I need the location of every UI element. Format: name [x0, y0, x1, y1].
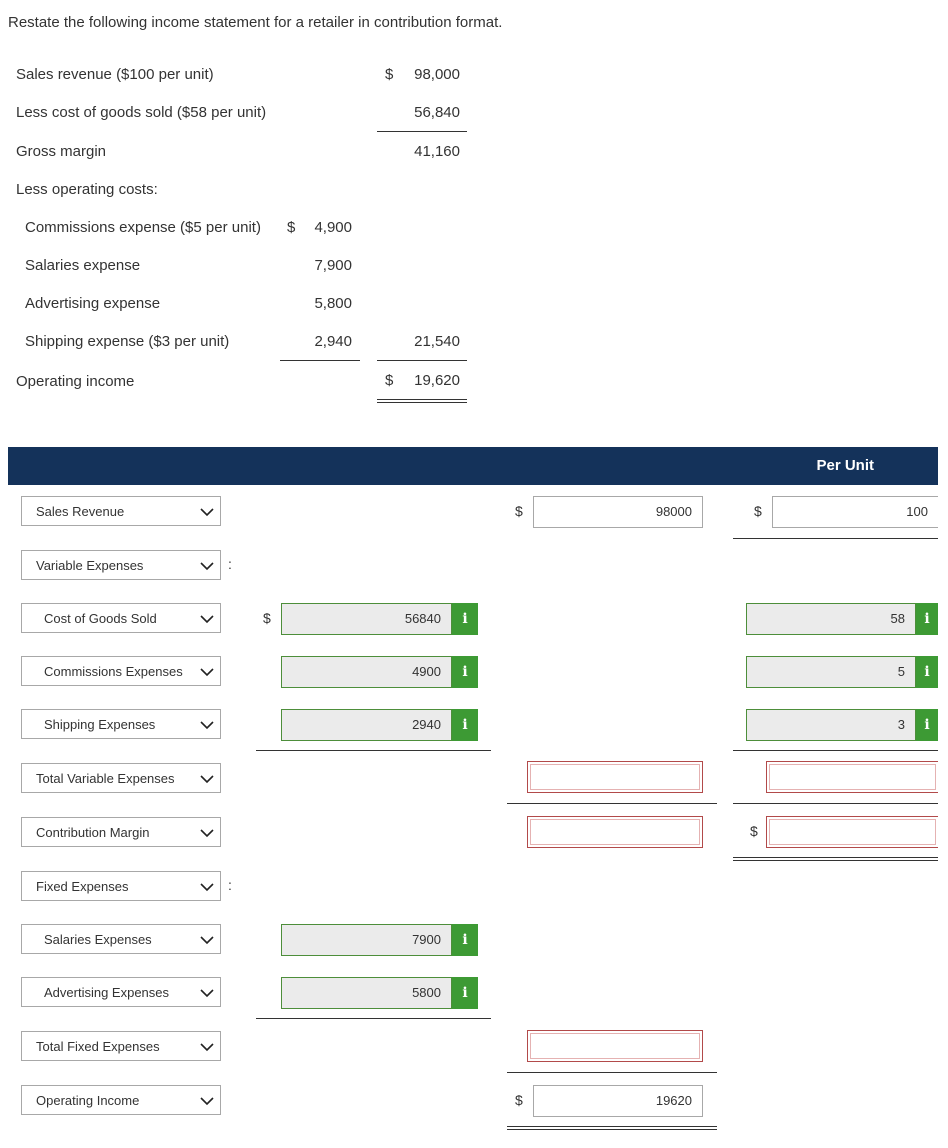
- contribution-margin-dropdown[interactable]: [21, 817, 221, 847]
- chevron-down-icon: [200, 612, 214, 626]
- shipping-per-unit-input[interactable]: 3: [746, 709, 916, 741]
- dropdown-label: Total Variable Expenses: [36, 771, 175, 786]
- instructions: Restate the following income statement for a retailer in contribution format.: [8, 14, 503, 31]
- sales-dollar: $: [385, 66, 394, 83]
- dropdown-label: Shipping Expenses: [44, 717, 156, 732]
- dropdown-label: Cost of Goods Sold: [44, 611, 157, 626]
- fixed-amount-underline: [256, 1018, 491, 1019]
- total-fixed-input[interactable]: [527, 1030, 703, 1062]
- dropdown-label: Variable Expenses: [36, 558, 144, 573]
- info-icon[interactable]: i: [916, 656, 938, 688]
- operating-costs-underline: [377, 360, 467, 361]
- gross-margin-value: 41,160: [414, 143, 460, 160]
- contribution-margin-per-unit-input[interactable]: [766, 816, 938, 848]
- shipping-dropdown[interactable]: [21, 709, 221, 739]
- operating-income-dropdown[interactable]: [21, 1085, 221, 1115]
- dropdown-label: Commissions Expenses: [44, 664, 183, 679]
- cogs-amount-input[interactable]: 56840: [281, 603, 452, 635]
- operating-income-double-rule-bottom: [377, 402, 467, 403]
- dollar-sign: $: [263, 610, 271, 626]
- dropdown-label: Advertising Expenses: [44, 985, 170, 1000]
- sales-revenue-dropdown[interactable]: [21, 496, 221, 526]
- sales-revenue-per-unit-input[interactable]: 100: [772, 496, 938, 528]
- shipping-value: 2,940: [314, 333, 352, 350]
- cogs-dropdown[interactable]: [21, 603, 221, 633]
- chevron-down-icon: [200, 665, 214, 679]
- commissions-dropdown[interactable]: [21, 656, 221, 686]
- dollar-sign: $: [515, 1092, 523, 1108]
- gross-margin-label: Gross margin: [16, 143, 107, 160]
- salaries-amount-input[interactable]: 7900: [281, 924, 452, 956]
- info-icon[interactable]: i: [452, 603, 478, 635]
- cogs-value: 56,840: [414, 104, 460, 121]
- cm-double-rule-top: [733, 857, 938, 858]
- per-unit-header: Per Unit: [816, 457, 874, 474]
- chevron-down-icon: [200, 986, 214, 1000]
- dropdown-label: Total Fixed Expenses: [36, 1039, 160, 1054]
- answer-table-header: [8, 447, 938, 485]
- chevron-down-icon: [200, 505, 214, 519]
- operating-costs-label: Less operating costs:: [16, 181, 158, 198]
- advertising-dropdown[interactable]: [21, 977, 221, 1007]
- colon: :: [228, 556, 232, 572]
- fixed-expenses-dropdown[interactable]: [21, 871, 221, 901]
- dollar-sign: $: [750, 823, 758, 839]
- total-fixed-underline: [507, 1072, 717, 1073]
- oi-double-rule-top: [507, 1126, 717, 1127]
- chevron-down-icon: [200, 933, 214, 947]
- commissions-amount-input[interactable]: 4900: [281, 656, 452, 688]
- contribution-margin-input[interactable]: [527, 816, 703, 848]
- total-fixed-dropdown[interactable]: [21, 1031, 221, 1061]
- total-variable-per-unit-input[interactable]: [766, 761, 938, 793]
- colon: :: [228, 877, 232, 893]
- dollar-sign: $: [754, 503, 762, 519]
- operating-income-label: Operating income: [16, 373, 135, 390]
- chevron-down-icon: [200, 772, 214, 786]
- advertising-value: 5,800: [314, 295, 352, 312]
- commissions-value: 4,900: [314, 219, 352, 236]
- variable-amount-underline: [256, 750, 491, 751]
- commissions-per-unit-input[interactable]: 5: [746, 656, 916, 688]
- operating-income-total-input[interactable]: 19620: [533, 1085, 703, 1117]
- info-icon[interactable]: i: [452, 924, 478, 956]
- shipping-amount-input[interactable]: 2940: [281, 709, 452, 741]
- salaries-label: Salaries expense: [25, 257, 141, 274]
- sales-per-unit-underline: [733, 538, 938, 539]
- info-icon[interactable]: i: [452, 977, 478, 1009]
- dropdown-label: Operating Income: [36, 1093, 140, 1108]
- cm-double-rule-bottom: [733, 860, 938, 861]
- cogs-per-unit-input[interactable]: 58: [746, 603, 916, 635]
- operating-income-dollar: $: [385, 372, 394, 389]
- dropdown-label: Sales Revenue: [36, 504, 125, 519]
- shipping-underline: [280, 360, 360, 361]
- chevron-down-icon: [200, 826, 214, 840]
- chevron-down-icon: [200, 880, 214, 894]
- sales-revenue-total-input[interactable]: 98000: [533, 496, 703, 528]
- commissions-label: Commissions expense ($5 per unit): [25, 219, 261, 236]
- sales-label: Sales revenue ($100 per unit): [16, 66, 214, 83]
- variable-expenses-dropdown[interactable]: [21, 550, 221, 580]
- info-icon[interactable]: i: [916, 709, 938, 741]
- chevron-down-icon: [200, 1040, 214, 1054]
- total-variable-underline: [507, 803, 717, 804]
- oi-double-rule-bottom: [507, 1129, 717, 1130]
- dropdown-label: Contribution Margin: [36, 825, 150, 840]
- dollar-sign: $: [515, 503, 523, 519]
- chevron-down-icon: [200, 718, 214, 732]
- variable-per-unit-underline: [733, 750, 938, 751]
- advertising-label: Advertising expense: [25, 295, 161, 312]
- total-variable-dropdown[interactable]: [21, 763, 221, 793]
- sales-value: 98,000: [414, 66, 460, 83]
- commissions-dollar: $: [287, 219, 296, 236]
- info-icon[interactable]: i: [452, 709, 478, 741]
- total-variable-per-unit-underline: [733, 803, 938, 804]
- cogs-underline: [377, 131, 467, 132]
- dropdown-label: Fixed Expenses: [36, 879, 129, 894]
- salaries-value: 7,900: [314, 257, 352, 274]
- chevron-down-icon: [200, 559, 214, 573]
- operating-income-double-rule-top: [377, 399, 467, 400]
- total-variable-input[interactable]: [527, 761, 703, 793]
- info-icon[interactable]: i: [452, 656, 478, 688]
- dropdown-label: Salaries Expenses: [44, 932, 152, 947]
- info-icon[interactable]: i: [916, 603, 938, 635]
- total-operating-costs-value: 21,540: [414, 333, 460, 350]
- chevron-down-icon: [200, 1094, 214, 1108]
- salaries-dropdown[interactable]: [21, 924, 221, 954]
- operating-income-value: 19,620: [414, 372, 460, 389]
- shipping-label: Shipping expense ($3 per unit): [25, 333, 230, 350]
- advertising-amount-input[interactable]: 5800: [281, 977, 452, 1009]
- cogs-label: Less cost of goods sold ($58 per unit): [16, 104, 267, 121]
